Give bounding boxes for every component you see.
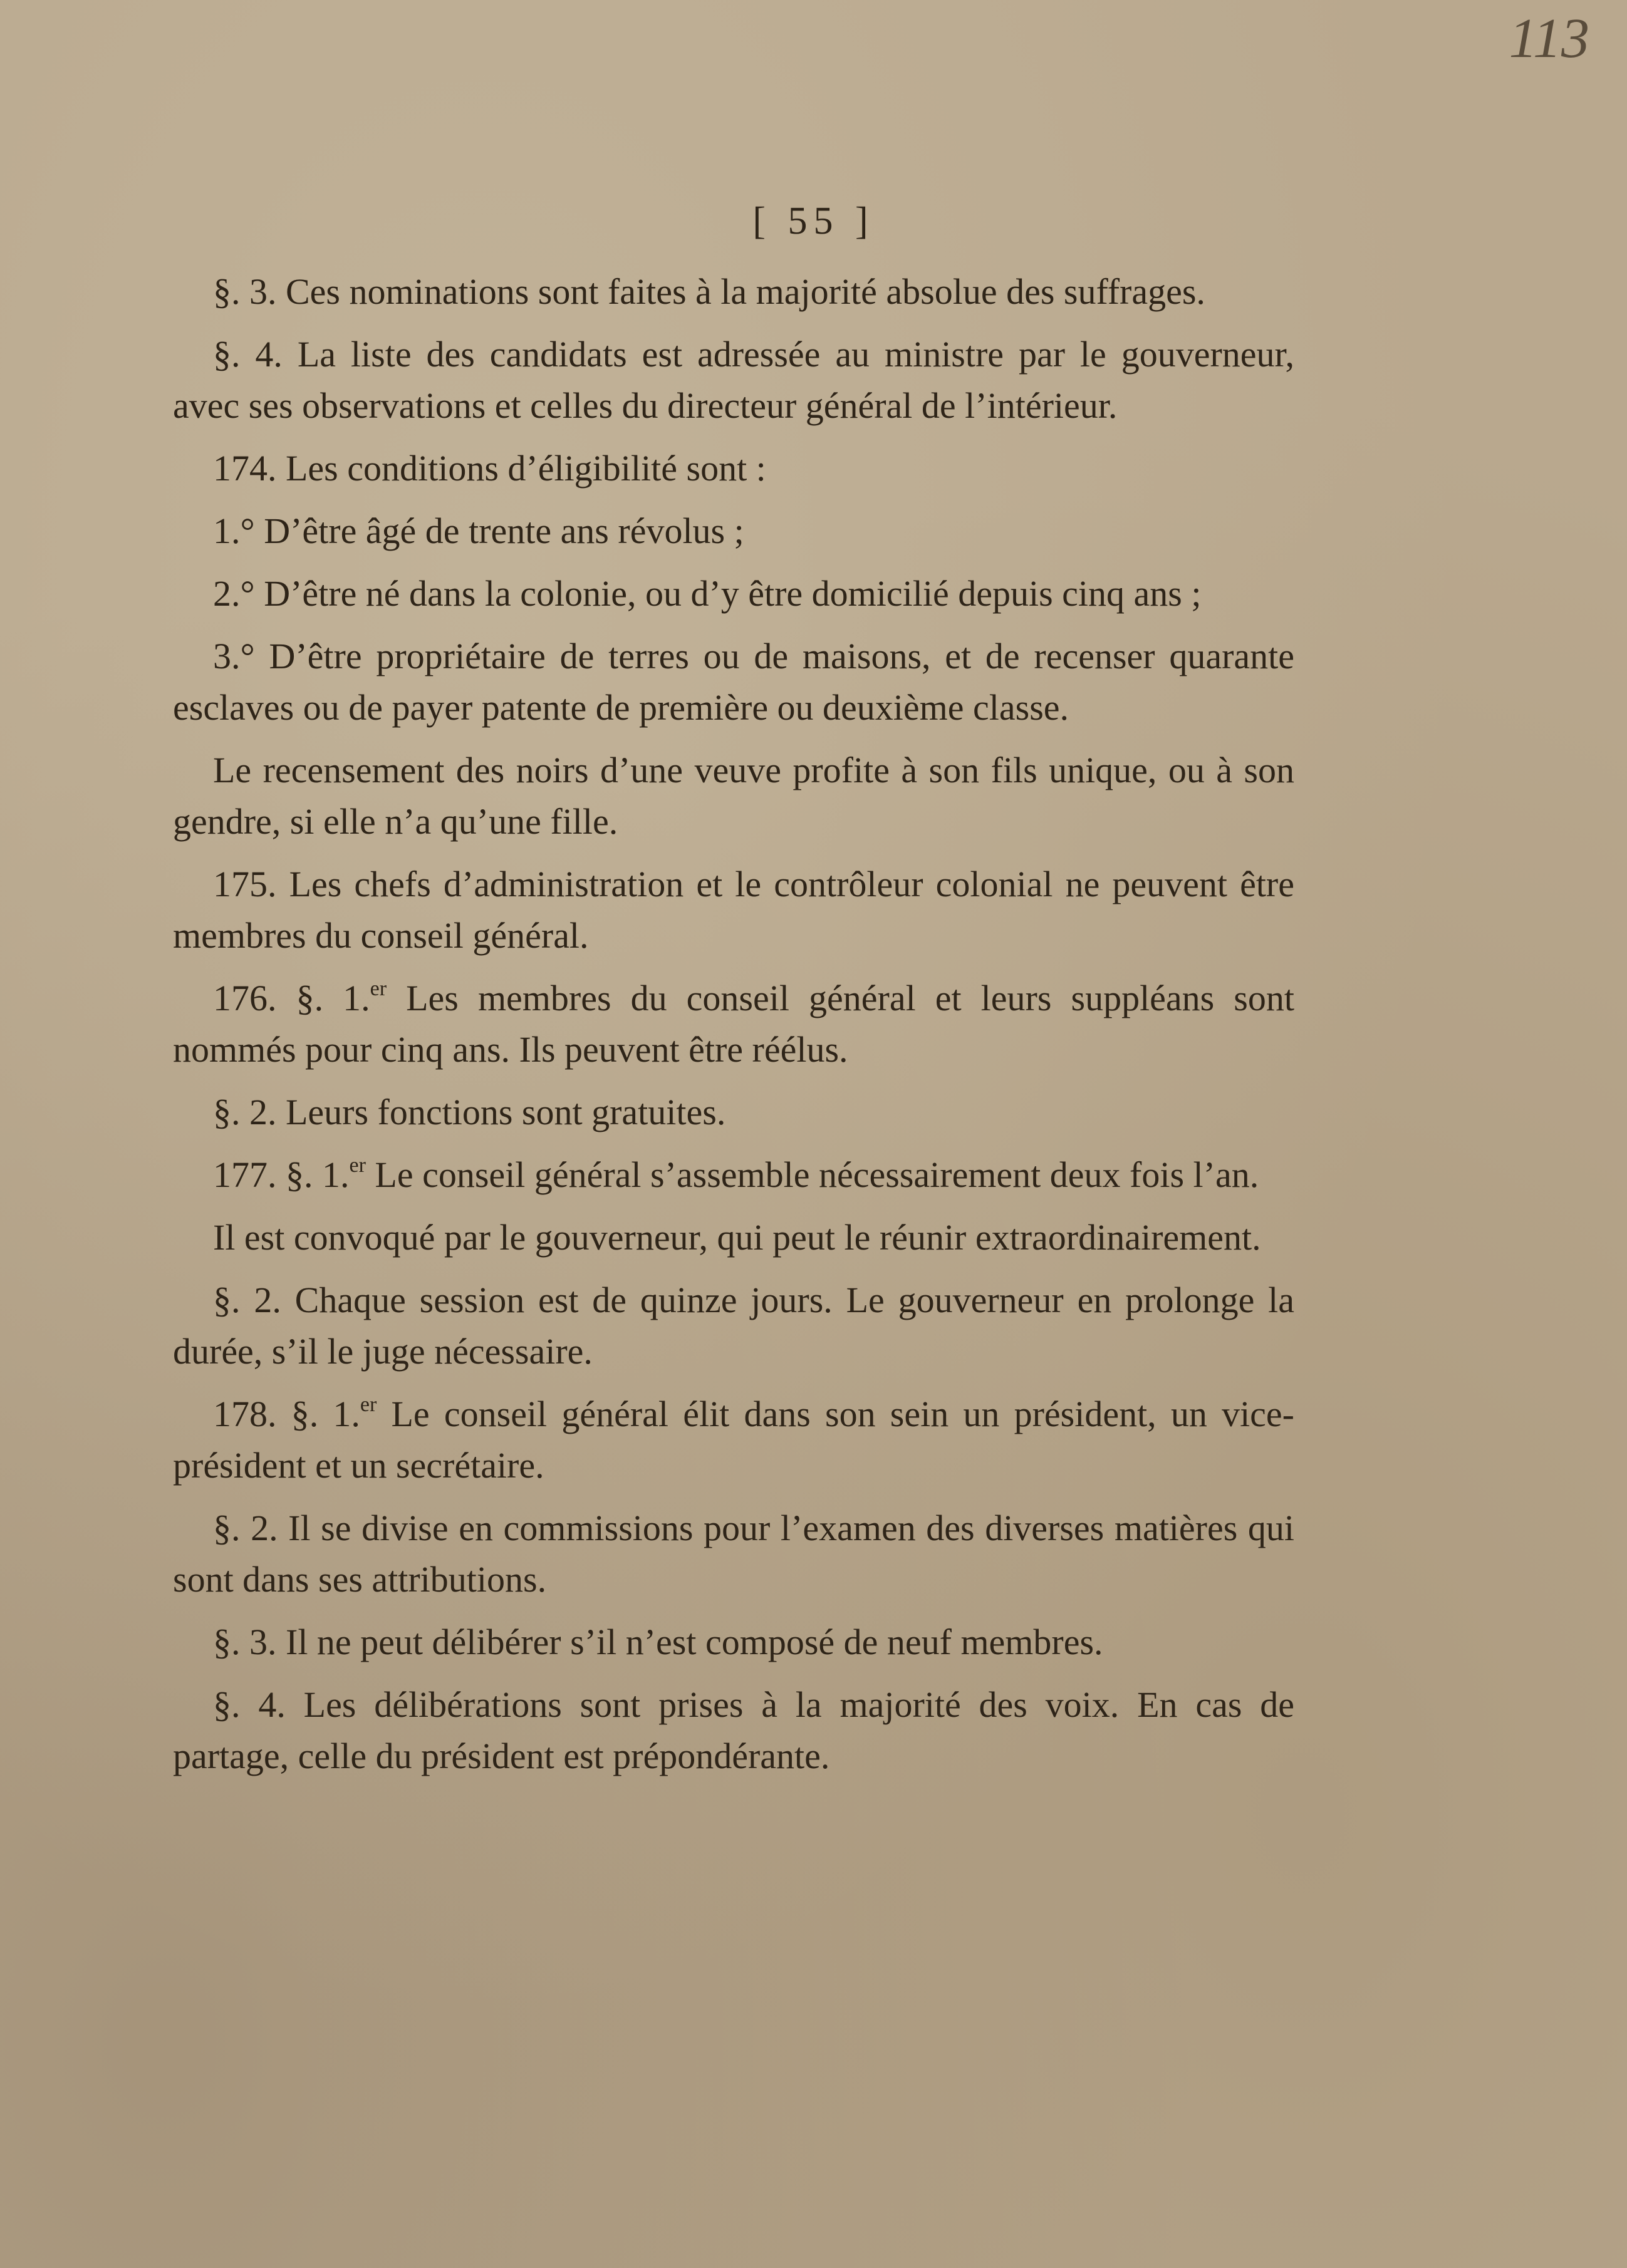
paragraph: Le recensement des noirs d’une veuve profite à son fils unique, ou à son gendre, si elle n’a qu’une fille.: [173, 750, 1294, 842]
paragraph: 178. §. 1.$^{er}$ Le conseil général élit dans son sein un président, un vice-président et un secrétaire.: [173, 1393, 1294, 1486]
body-text: [173, 266, 1294, 1793]
paragraph: Il est convoqué par le gouverneur, qui peut le réunir extraordinairement.: [213, 1217, 1261, 1258]
paragraph: 176. §. 1.$^{er}$ Les membres du conseil général et leurs suppléans sont nommés pour cinq ans. Ils peuvent être réélus.: [173, 977, 1294, 1070]
paragraph: §. 2. Chaque session est de quinze jours. Le gouverneur en prolonge la durée, s’il le juge nécessaire.: [173, 1280, 1294, 1372]
paragraph: §. 3. Il ne peut délibérer s’il n’est composé de neuf membres.: [213, 1622, 1103, 1662]
paragraph: 174. Les conditions d’éligibilité sont :: [213, 448, 766, 489]
paragraph: §. 2. Leurs fonctions sont gratuites.: [213, 1092, 726, 1132]
page-number: [ 55 ]: [752, 200, 875, 242]
paragraph: §. 4. La liste des candidats est adressée au ministre par le gouverneur, avec ses observations et celles du directeur général de l’intérieur.: [173, 334, 1294, 426]
paragraph: 175. Les chefs d’administration et le contrôleur colonial ne peuvent être membres du conseil général.: [173, 864, 1294, 956]
paragraph: §. 4. Les délibérations sont prises à la majorité des voix. En cas de partage, celle du président est prépondérante.: [173, 1684, 1294, 1776]
paragraph: 1.° D’être âgé de trente ans révolus ;: [213, 510, 744, 551]
paragraph: §. 3. Ces nominations sont faites à la majorité absolue des suffrages.: [213, 271, 1205, 312]
paragraph: 3.° D’être propriétaire de terres ou de maisons, et de recenser quarante esclaves ou de payer patente de première ou deuxième classe.: [173, 636, 1294, 728]
paragraph: 2.° D’être né dans la colonie, ou d’y être domicilié depuis cinq ans ;: [213, 573, 1202, 614]
paragraph: 177. §. 1.$^{er}$ Le conseil général s’assemble nécessairement deux fois l’an.: [213, 1154, 1259, 1195]
paragraph: §. 2. Il se divise en commissions pour l’examen des diverses matières qui sont dans ses attributions.: [173, 1508, 1294, 1600]
handwritten-folio-number: 113: [1509, 8, 1589, 70]
